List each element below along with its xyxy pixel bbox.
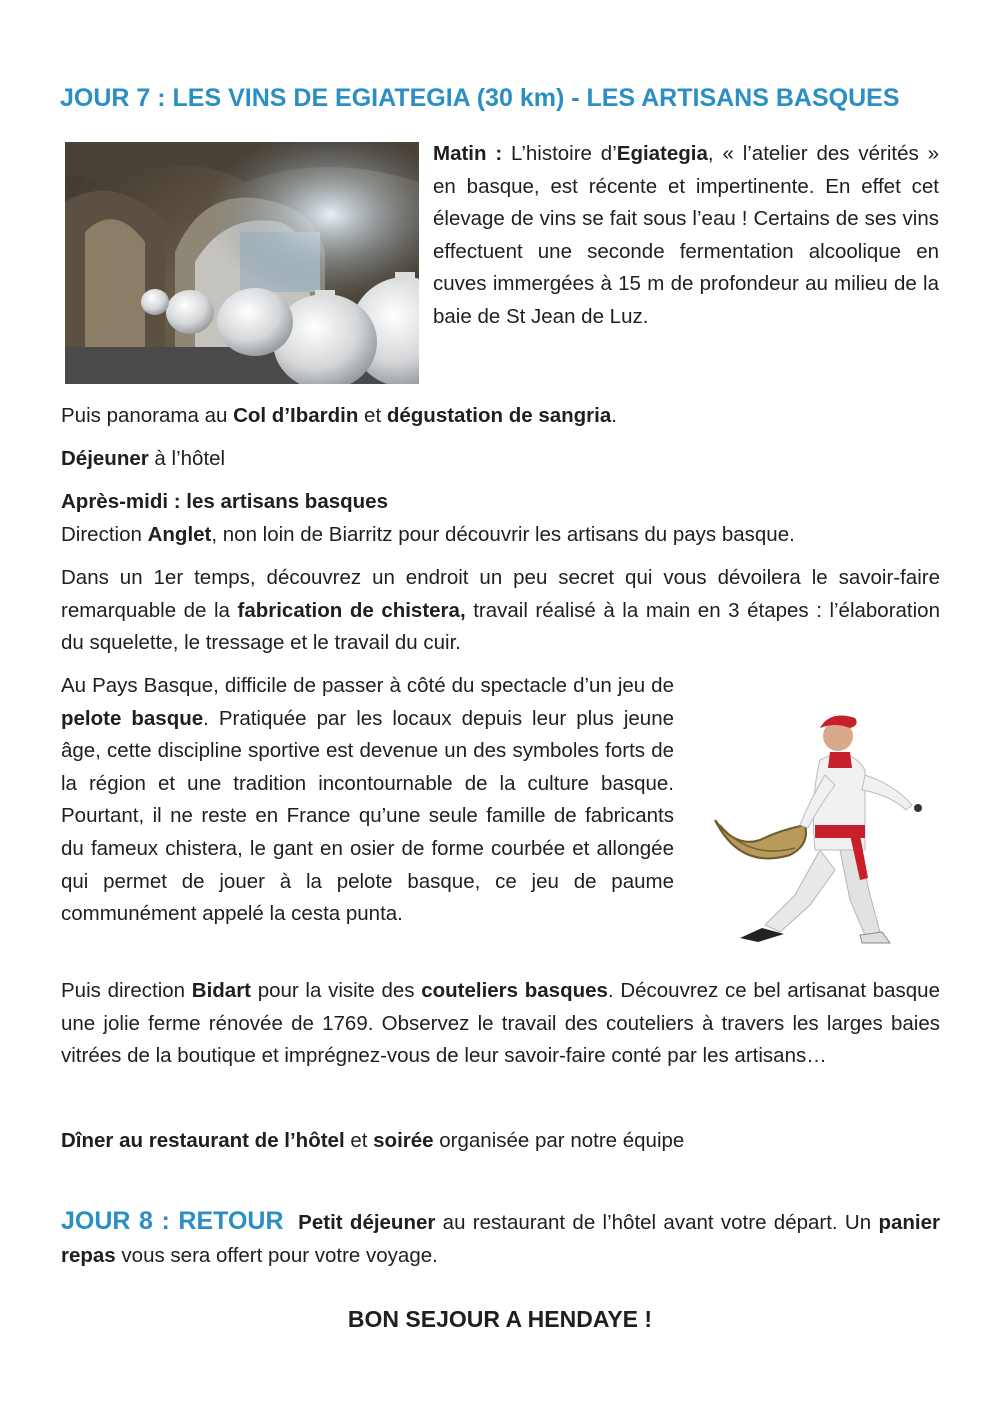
panorama-text-3: . <box>611 404 617 427</box>
diner-text-2: organisée par notre équipe <box>433 1129 685 1152</box>
day8-petit-dejeuner: Petit déjeuner <box>298 1211 436 1234</box>
pelota-player-photo <box>700 700 940 945</box>
pelote-basque: pelote basque <box>61 706 204 730</box>
apres-midi-anglet: Anglet <box>147 522 212 546</box>
chistera-text-2: travail réalisé à la main en 3 étapes : l’élaboration du squelette, le tressage et le travail du cuir. <box>61 598 940 655</box>
pelote-text-2: . Pratiquée par les locaux depuis leur plus jeune âge, cette discipline sportive est devenue un des symboles forts de la région et une tradition incontournable de la culture basque. Pourtant, il ne reste en France qu’une seule famille de fabricants du fameux chistera, le gant en osier de forme courbée et allongée qui permet de jouer à la pelote basque, ce jeu de paume communément appelé la cesta punta. <box>61 706 674 926</box>
closing-message: BON SEJOUR A HENDAYE ! <box>347 1306 653 1332</box>
day8-paragraph <box>61 1205 940 1272</box>
pelote-text-1: Au Pays Basque, difficile de passer à côté du spectacle d’un jeu de <box>61 674 674 697</box>
apres-midi-text-2: , non loin de Biarritz pour découvrir les artisans du pays basque. <box>211 522 795 546</box>
matin-text-2: , « l’atelier des vérités » en basque, est récente et impertinente. En effet cet élevage de vins se fait sous l’eau ! Certains de ses vins effectuent une seconde fermentation alcoolique en cuves immergées à 15 m de profondeur au milieu de la baie de St Jean de Luz. <box>433 142 939 328</box>
diner-soiree: soirée <box>373 1129 434 1152</box>
wine-cellar-photo <box>65 142 419 384</box>
panorama-text-2: et <box>358 404 387 427</box>
bidart-name: Bidart <box>191 979 251 1002</box>
day8-text-1: au restaurant de l’hôtel avant votre départ. Un <box>435 1211 879 1234</box>
bidart-couteliers: couteliers basques <box>421 979 608 1002</box>
dejeuner-label: Déjeuner <box>61 447 149 470</box>
panorama-paragraph <box>61 400 941 433</box>
apres-midi-section <box>61 486 961 551</box>
dejeuner-text: à l’hôtel <box>148 447 226 470</box>
bidart-paragraph <box>61 975 940 1073</box>
matin-paragraph <box>433 138 939 334</box>
day7-title: JOUR 7 : LES VINS DE EGIATEGIA (30 km) - LES ARTISANS BASQUES <box>60 84 900 112</box>
bidart-text-2: pour la visite des <box>251 979 422 1002</box>
apres-midi-text-1: Direction <box>61 522 148 546</box>
panorama-col: Col d’Ibardin <box>233 404 359 427</box>
panorama-sangria: dégustation de sangria <box>386 404 612 427</box>
matin-text-1: L’histoire d’ <box>502 142 617 165</box>
matin-label: Matin : <box>433 142 503 165</box>
chistera-fabrication: fabrication de chistera, <box>237 598 466 622</box>
dejeuner-line <box>61 443 941 476</box>
chistera-text-1: Dans un 1er temps, découvrez un endroit un peu secret qui vous dévoilera le savoir-faire remarquable de la <box>61 566 940 622</box>
matin-egiategia: Egiategia <box>616 142 708 165</box>
diner-line <box>61 1125 941 1158</box>
diner-label: Dîner au restaurant de l’hôtel <box>61 1129 345 1152</box>
pelote-paragraph <box>61 670 674 931</box>
diner-text-1: et <box>344 1129 374 1152</box>
bidart-text-3: . Découvrez ce bel artisanat basque une jolie ferme rénovée de 1769. Observez le travail des couteliers à travers les larges baies vitrées de la boutique et imprégnez-vous de leur savoir-faire conté par les artisans… <box>61 979 940 1068</box>
chistera-paragraph <box>61 562 940 660</box>
panorama-text-1: Puis panorama au <box>61 404 234 427</box>
day8-panier-repas: panier repas <box>61 1211 940 1267</box>
day8-title: JOUR 8 : RETOUR <box>61 1207 284 1235</box>
apres-midi-title: Après-midi : les artisans basques <box>61 490 388 513</box>
day8-text-2: vous sera offert pour votre voyage. <box>115 1243 438 1267</box>
bidart-text-1: Puis direction <box>61 979 192 1002</box>
